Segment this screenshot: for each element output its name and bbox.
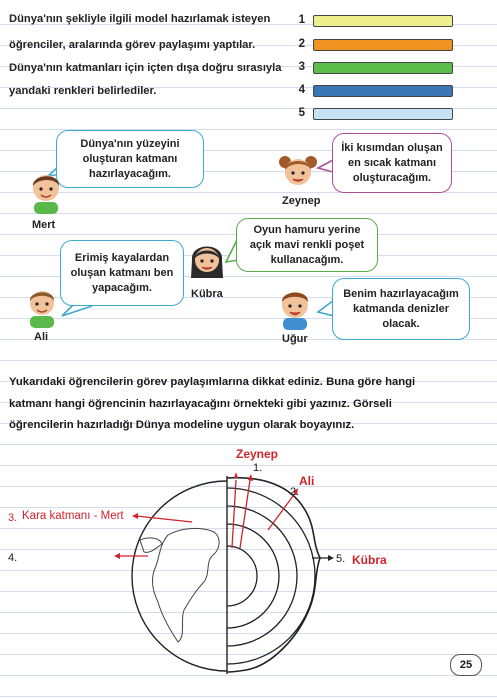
zeynep-speech-line: oluşturacağım. [352, 171, 432, 184]
mert-speech-line: oluşturan katmanı [82, 152, 178, 165]
intro-line-4: yandaki renkleri belirlediler. [9, 85, 157, 97]
answer-kubra: Kübra [352, 553, 387, 567]
color-key-num-1: 1 [298, 14, 305, 26]
ali-name: Ali [34, 331, 49, 343]
layer-ring [227, 546, 257, 606]
mert-speech-line: hazırlayacağım. [89, 167, 171, 180]
layer-label-1: 1. [253, 462, 263, 474]
intro-line-1: Dünya'nın şekliyle ilgili model hazırlamak isteyen [9, 13, 271, 25]
layer-ring [227, 524, 279, 628]
mert-name: Mert [32, 219, 56, 231]
ali-speech-line: oluşan katmanı ben [70, 266, 174, 279]
layer-ring [227, 488, 315, 664]
ugur-avatar [274, 284, 316, 330]
page-number: 25 [450, 654, 482, 676]
earth-model-diagram [0, 440, 497, 680]
continent-outline [140, 538, 162, 552]
ali-speech-bubble [60, 240, 184, 306]
question-line-3: öğrencilerin hazırladığı Dünya modeline uygun olarak boyayınız. [9, 419, 355, 431]
question-line-1: Yukarıdaki öğrencilerin görev paylaşımlarına dikkat ediniz. Buna göre hangi [9, 376, 416, 388]
mert-speech-bubble [56, 130, 204, 188]
ugur-speech-line: Benim hazırlayacağım [343, 287, 459, 300]
zeynep-speech-line: en sıcak katmanı [347, 156, 437, 169]
ugur-speech-bubble [332, 278, 470, 340]
ali-speech-line: Erimiş kayalardan [74, 251, 170, 264]
answer-ali: Ali [299, 474, 315, 488]
layer-label-2: 2. [290, 486, 300, 498]
intro-line-2: öğrenciler, aralarında görev paylaşımı yaptılar. [9, 39, 256, 51]
kubra-speech-line: Oyun hamuru yerine [253, 223, 361, 236]
zeynep-name: Zeynep [282, 195, 321, 207]
color-key-num-2: 2 [298, 38, 305, 50]
zeynep-bubble-tail [318, 160, 333, 172]
layer-ring [227, 506, 297, 646]
continent-outline [152, 528, 219, 642]
kubra-name: Kübra [191, 288, 223, 300]
ugur-speech-line: katmanda denizler [353, 302, 449, 315]
answer-mert: Kara katmanı - Mert [22, 510, 124, 522]
mert-speech-line: Dünya'nın yüzeyini [80, 137, 180, 150]
kubra-speech-bubble [236, 218, 378, 272]
color-key-num-5: 5 [298, 107, 305, 119]
layer-label-5: 5. [336, 553, 346, 565]
kubra-speech-line: açık mavi renkli poşet [249, 238, 365, 251]
color-key-num-3: 3 [298, 61, 305, 73]
globe-outline [132, 481, 227, 671]
arrow-zeynep [232, 480, 236, 548]
layer-label-3: 3. [8, 512, 18, 524]
question-line-2: katmanı hangi öğrencinin hazırlayacağını örnekteki gibi yazınız. Görseli [9, 398, 392, 410]
ugur-speech-line: olacak. [382, 317, 420, 330]
kubra-speech-line: kullanacağım. [270, 253, 344, 266]
layer-label-4: 4. [8, 552, 18, 564]
zeynep-avatar [278, 148, 318, 192]
kubra-avatar [187, 236, 227, 282]
ugur-name: Uğur [282, 333, 308, 345]
answer-zeynep: Zeynep [236, 447, 279, 461]
ali-speech-line: yapacağım. [92, 281, 152, 294]
zeynep-speech-bubble [332, 133, 452, 193]
zeynep-speech-line: İki kısımdan oluşan [341, 141, 443, 154]
ali-avatar [22, 282, 62, 328]
mert-avatar [26, 166, 66, 214]
color-key-num-4: 4 [298, 84, 305, 96]
intro-line-3: Dünya'nın katmanları için içten dışa doğru sırasıyla [9, 62, 282, 74]
arrow-mert [136, 516, 192, 522]
